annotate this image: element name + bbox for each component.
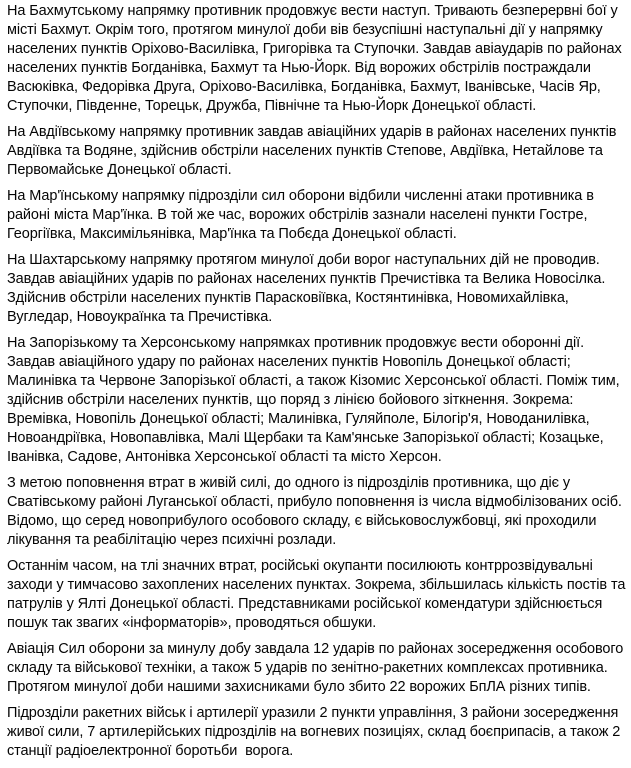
paragraph-counterintelligence-measures: Останнім часом, на тлі значних втрат, російські окупанти посилюють контррозвідувальні заходи у тимчасово захоплених населених пунктах. Зокрема, збільшилась кількість постів та патрулів у Ялті Донецької області. Представниками російської комендатури здійснюється пошук так звагих «інформаторів», проводяться обшуки. xyxy=(7,558,630,631)
paragraph-zaporizhzhia-kherson-direction: На Запорізькому та Херсонському напрямках противник продовжує вести оборонні дії. Завдав авіаційного удару по районах населених пунктів Новопіль Донецької області; Малинівка та Червоне Запорізької області, а також Кізомис Херсонської області. Поміж тим, здійснив обстріли населених пунктів, що поряд з лінією бойового зіткнення. Зокрема: Времівка, Новопіль Донецької області; Малинівка, Гуляйполе, Білогір'я, Новоданилівка, Новоандріївка, Новопавлівка, Малі Щербаки та Кам'янське Запорізької області; Козацьке, Іванівка, Садове, Антонівка Херсонської області та місто Херсон. xyxy=(7,335,624,465)
paragraph-shakhtarsk-direction: На Шахтарському напрямку протягом минулої доби ворог наступальних дій не проводив. Завдав авіаційних ударів по районах населених пунктів Пречистівка та Велика Новосілка. Здійснив обстріли населених пунктів Парасковіївка, Костянтинівка, Новомихайлівка, Вугледар, Новоукраїнка та Пречистівка. xyxy=(7,252,610,325)
paragraph-missile-artillery-strikes: Підрозділи ракетних військ і артилерії уразили 2 пункти управління, 3 райони зосередження живої сили, 7 артилерійських підрозділів на вогневих позиціях, склад боєприпасів, а також 2 станції радіоелектронної боротьби ворога. xyxy=(7,705,625,759)
paragraph-enemy-replenishment: З метою поповнення втрат в живій силі, до одного із підрозділів противника, що діє у Сватівському районі Луганської області, прибуло поповнення із числа відмобілізованих осіб. Відомо, що серед новоприбулого особового складу, є військовослужбовці, які проходили лікування та реабілітацію через психічні розлади. xyxy=(7,475,626,548)
paragraph-marinka-direction: На Мар'їнському напрямку підрозділи сил оборони відбили численні атаки противника в районі міста Мар'їнка. В той же час, ворожих обстрілів зазнали населені пункти Гостре, Георгіївка, Максимільянівка, Мар'їнка та Побєда Донецької області. xyxy=(7,188,598,242)
paragraph-aviation-strikes: Авіація Сил оборони за минулу добу завдала 12 ударів по районах зосередження особового складу та військової техніки, а також 5 ударів по зенітно-ракетних комплексах противника. Протягом минулої доби нашими захисниками було збито 22 ворожих БпЛА різних типів. xyxy=(7,641,628,695)
paragraph-bakhmut-direction: На Бахмутському напрямку противник продовжує вести наступ. Тривають безперервні бої у місті Бахмут. Окрім того, протягом минулої доби вів безуспішні наступальні дії у напрямку населених пунктів Оріхово-Василівка, Григорівка та Ступочки. Завдав авіаударів по районах населених пунктів Богданівка, Бахмут та Нью-Йорк. Від ворожих обстрілів постраждали Васюківка, Федорівка Друга, Оріхово-Василівка, Богданівка, Бахмут, Іванівське, Часів Яр, Ступочки, Південне, Торецьк, Дружба, Північне та Нью-Йорк Донецької області. xyxy=(7,3,626,114)
paragraph-avdiivka-direction: На Авдіївському напрямку противник завдав авіаційних ударів в районах населених пунктів Авдіївка та Водяне, здійснив обстріли населених пунктів Степове, Авдіївка, Нетайлове та Первомайське Донецької області. xyxy=(7,124,621,178)
